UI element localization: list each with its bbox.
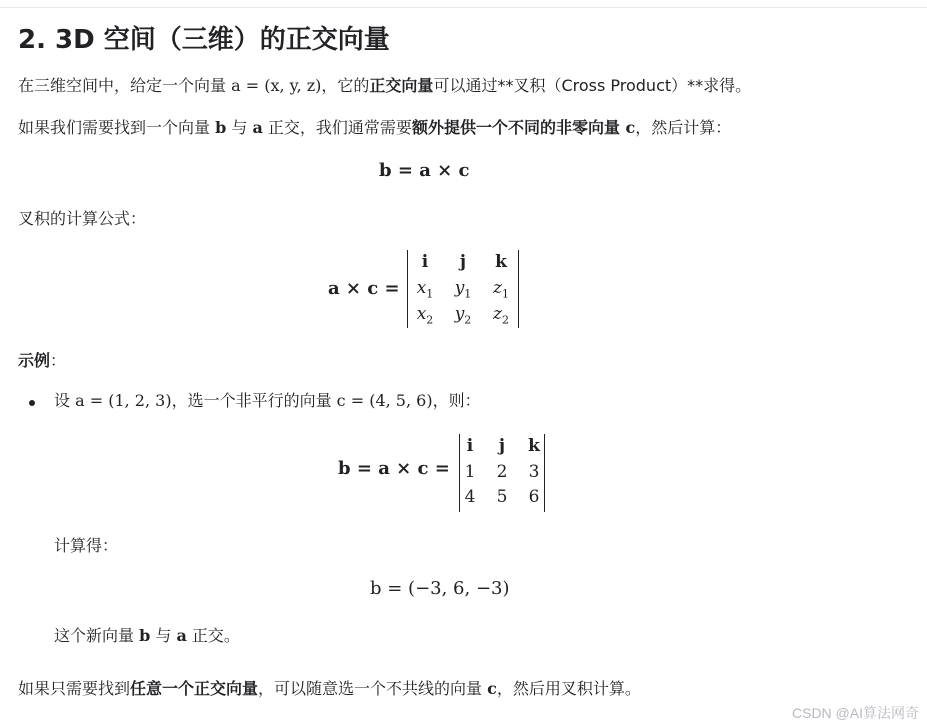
matrix-cell: $z_2$ <box>493 304 509 327</box>
determinant-lhs: a × c = <box>328 278 400 299</box>
vector-a-value: a = (1, 2, 3) <box>75 391 172 410</box>
text: 如果我们需要找到一个向量 <box>18 118 216 137</box>
example-bullet-text <box>54 389 481 413</box>
matrix-cell: $z_1$ <box>493 278 509 301</box>
matrix-cell: 3 <box>528 462 540 482</box>
text: ，然后计算： <box>635 118 732 137</box>
determinant-matrix <box>459 434 545 512</box>
vector-c: c <box>487 679 497 698</box>
calc-label: 计算得： <box>54 536 119 555</box>
result-equation: b = (−3, 6, −3) <box>370 578 510 599</box>
matrix-cell: $y_2$ <box>454 304 472 327</box>
vector-c: c <box>619 118 636 137</box>
matrix-cell: j <box>459 252 467 272</box>
top-divider <box>0 7 927 8</box>
text: ，则： <box>432 391 481 410</box>
text: 与 <box>226 118 253 137</box>
text: ，它的 <box>321 76 370 95</box>
vector-b: b <box>139 626 151 645</box>
csdn-watermark: CSDN @AI算法网奇 <box>792 705 919 721</box>
matrix-cell: 2 <box>496 462 508 482</box>
matrix-cell: 5 <box>496 487 508 507</box>
text: 如果只需要找到 <box>18 679 131 698</box>
section-heading: 2. 3D 空间（三维）的正交向量 <box>18 25 390 55</box>
requirement-paragraph <box>18 116 731 140</box>
matrix-cell: 1 <box>464 462 476 482</box>
matrix-cell: 6 <box>528 487 540 507</box>
text: ： <box>50 351 67 370</box>
matrix-cell: i <box>466 436 474 456</box>
text: ，选一个非平行的向量 <box>171 391 337 410</box>
intro-paragraph <box>18 74 751 98</box>
text: 在三维空间中，给定一个向量 <box>18 76 232 95</box>
matrix-cell: k <box>495 252 507 272</box>
matrix-cell: k <box>528 436 540 456</box>
matrix-cell: i <box>421 252 429 272</box>
matrix-cell: $x_2$ <box>416 304 434 327</box>
bold-term: 正交向量 <box>369 76 434 95</box>
vector-a: a <box>252 118 263 137</box>
vector-c-value: c = (4, 5, 6) <box>336 391 433 410</box>
text: 正交，我们通常需要 <box>262 118 412 137</box>
text: 这个新向量 <box>54 626 140 645</box>
matrix-cell: 4 <box>464 487 476 507</box>
text: 与 <box>150 626 177 645</box>
vector-a-definition: a = (x, y, z) <box>231 76 322 95</box>
example-heading <box>18 349 66 373</box>
matrix-cell: j <box>498 436 506 456</box>
bold-term: 额外提供一个不同的非零向量 <box>411 118 620 137</box>
determinant-lhs: b = a × c = <box>338 458 450 479</box>
determinant-matrix <box>407 250 519 328</box>
text: ，然后用叉积计算。 <box>496 679 641 698</box>
text: 设 <box>54 391 76 410</box>
text: ，可以随意选一个不共线的向量 <box>258 679 488 698</box>
vector-a: a <box>176 626 187 645</box>
cross-product-equation: b = a × c <box>379 160 470 181</box>
matrix-cell: $y_1$ <box>454 278 472 301</box>
result-sentence <box>54 624 240 648</box>
text: 正交。 <box>186 626 240 645</box>
vector-b: b <box>215 118 227 137</box>
formula-label: 叉积的计算公式： <box>18 209 147 228</box>
text: 可以通过**叉积（Cross Product）**求得。 <box>433 76 752 95</box>
bold-term: 示例 <box>18 351 51 370</box>
matrix-cell: $x_1$ <box>416 278 434 301</box>
closing-paragraph <box>18 677 641 701</box>
bold-term: 任意一个正交向量 <box>130 679 259 698</box>
bullet-dot <box>29 400 35 406</box>
